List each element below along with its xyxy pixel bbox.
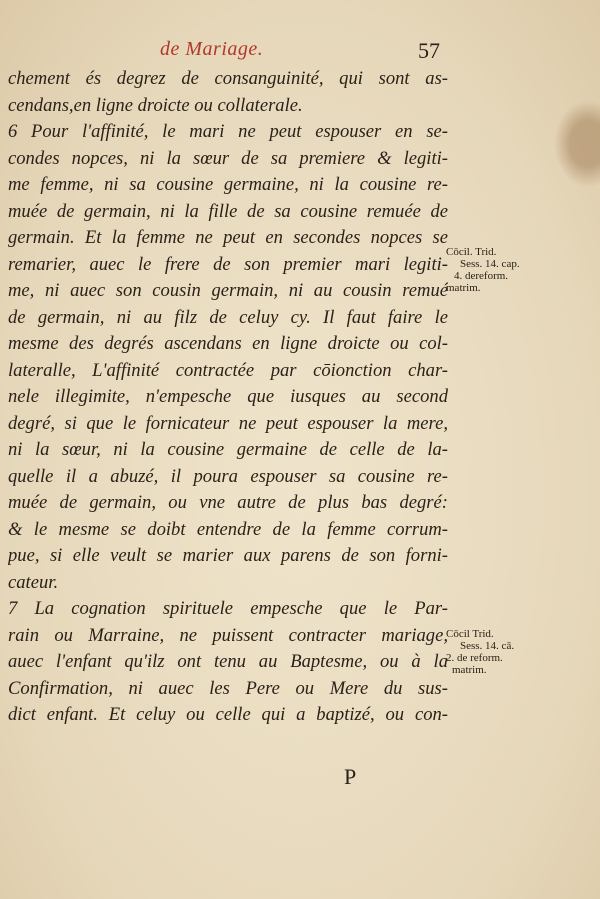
- margin-note-line: Cōcil Trid.: [446, 628, 494, 640]
- text-line: quelle il a abuzé, il poura espouser sa cousine re-: [8, 465, 448, 487]
- text-line: lateralle, L'affinité contractée par cōionction char-: [8, 359, 448, 381]
- margin-note: [446, 246, 520, 294]
- running-head: de Mariage.: [160, 38, 264, 60]
- text-line: cendans,en ligne droicte ou collaterale.: [8, 94, 303, 116]
- text-line: ni la sœur, ni la cousine germaine de celle de la-: [8, 439, 448, 460]
- margin-note-line: 4. dereform.: [454, 270, 509, 282]
- margin-note: [446, 628, 514, 676]
- margin-note-line: 2. de reform.: [446, 652, 503, 664]
- margin-note-line: matrim.: [446, 282, 481, 294]
- text-line: muée de germain, ou vne autre de plus bas degré:: [8, 492, 448, 513]
- text-line: remarier, auec le frere de son premier mari legiti-: [8, 253, 448, 275]
- margin-note-line: matrim.: [452, 664, 487, 676]
- text-line: nele illegimite, n'empesche que iusques au second: [8, 386, 448, 407]
- signature-mark: P: [344, 764, 357, 789]
- text-line: condes nopces, ni la sœur de sa premiere & legiti-: [8, 147, 448, 169]
- text-line: rain ou Marraine, ne puissent contracter mariage,: [8, 624, 448, 646]
- text-line: Confirmation, ni auec les Pere ou Mere du sus-: [8, 677, 448, 699]
- text-line: me femme, ni sa cousine germaine, ni la cousine re-: [8, 174, 448, 195]
- text-line: dict enfant. Et celuy ou celle qui a baptizé, ou con-: [8, 704, 448, 725]
- text-line: mesme des degrés ascendans en ligne droicte ou col-: [8, 333, 448, 354]
- text-line: 7 La cognation spirituele empesche que le Par-: [8, 598, 448, 619]
- text-line: & le mesme se doibt entendre de la femme corrum-: [8, 518, 448, 540]
- text-line: pue, si elle veult se marier aux parens de son forni-: [8, 545, 448, 566]
- margin-note-line: Sess. 14. cap.: [460, 258, 520, 270]
- text-line: germain. Et la femme ne peut en secondes nopces se: [8, 227, 448, 248]
- body-text: [8, 66, 448, 729]
- page-header: [160, 38, 440, 68]
- text-line: muée de germain, ni la fille de sa cousine remuée de: [8, 200, 448, 222]
- text-line: me, ni auec son cousin germain, ni au cousin remué: [8, 280, 448, 301]
- page-number: 57: [418, 38, 440, 63]
- text-line: 6 Pour l'affinité, le mari ne peut espouser en se-: [8, 121, 448, 142]
- text-line: auec l'enfant qu'ilz ont tenu au Baptesme, ou à la: [8, 651, 448, 672]
- margin-note-line: Cōcil. Trid.: [446, 246, 497, 258]
- margin-note-line: Sess. 14. cā.: [460, 640, 515, 652]
- text-line: chement és degrez de consanguinité, qui sont as-: [8, 68, 448, 89]
- text-line: de germain, ni au filz de celuy cy. Il faut faire le: [8, 306, 448, 328]
- text-line: degré, si que le fornicateur ne peut espouser la mere,: [8, 412, 448, 434]
- text-line: cateur.: [8, 571, 59, 593]
